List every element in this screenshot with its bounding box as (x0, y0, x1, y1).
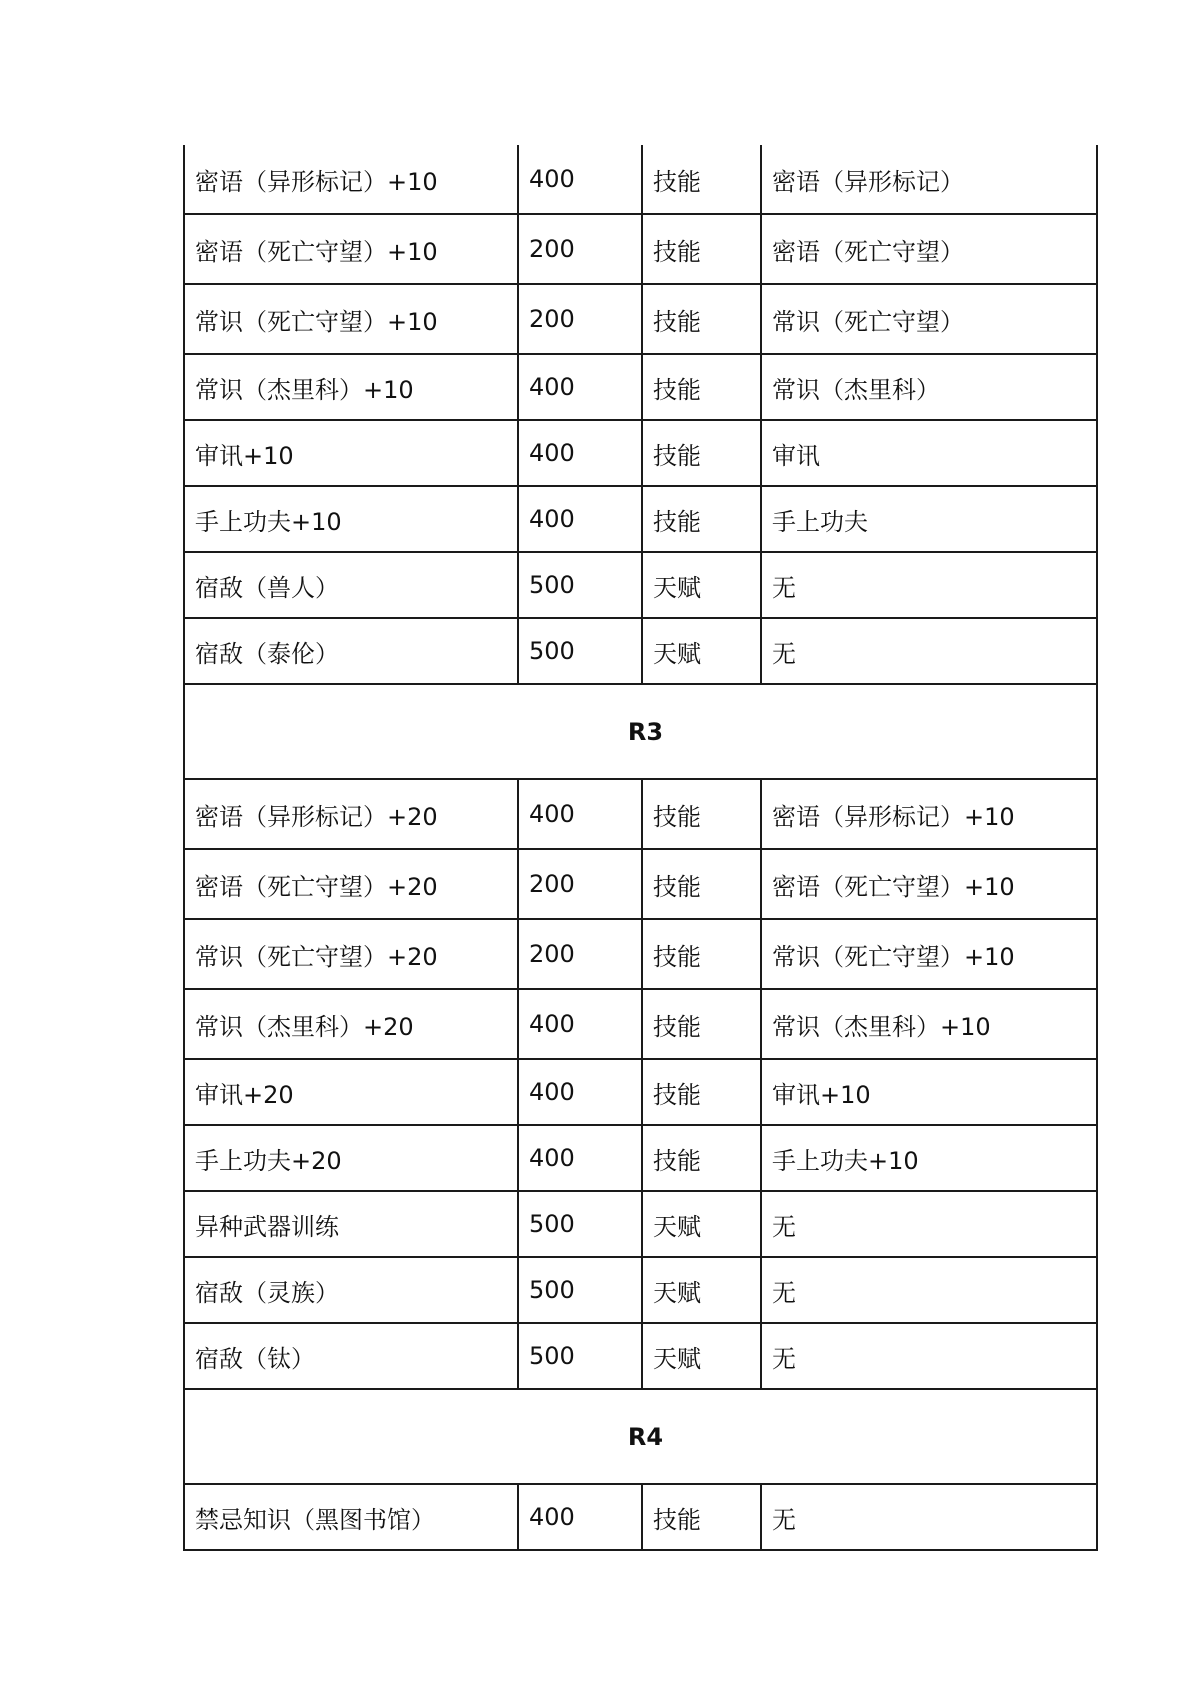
type-cell: 技能 (642, 1484, 761, 1550)
prereq-cell: 密语（死亡守望） (761, 214, 1097, 284)
advance-cell: 密语（异形标记）+20 (184, 779, 518, 849)
table-row (184, 1191, 1097, 1257)
cost-cell: 200 (518, 849, 642, 919)
section-title: R4 (184, 1389, 1097, 1484)
type-cell: 天赋 (642, 552, 761, 618)
prereq-cell: 密语（异形标记）+10 (761, 779, 1097, 849)
table-row (184, 989, 1097, 1059)
type-cell: 技能 (642, 354, 761, 420)
cost-cell: 500 (518, 1257, 642, 1323)
advance-cell: 审讯+10 (184, 420, 518, 486)
type-cell: 技能 (642, 284, 761, 354)
advance-cell: 常识（死亡守望）+10 (184, 284, 518, 354)
table-row (184, 1125, 1097, 1191)
table-row (184, 552, 1097, 618)
cost-cell: 400 (518, 354, 642, 420)
prereq-cell: 常识（死亡守望）+10 (761, 919, 1097, 989)
cost-cell: 500 (518, 618, 642, 684)
advance-cell: 审讯+20 (184, 1059, 518, 1125)
advance-cell: 手上功夫+20 (184, 1125, 518, 1191)
prereq-cell: 密语（异形标记） (761, 145, 1097, 214)
table-row (184, 214, 1097, 284)
prereq-cell: 常识（杰里科）+10 (761, 989, 1097, 1059)
advance-cell: 手上功夫+10 (184, 486, 518, 552)
type-cell: 技能 (642, 989, 761, 1059)
cost-cell: 400 (518, 989, 642, 1059)
table-row (184, 618, 1097, 684)
table-row (184, 779, 1097, 849)
type-cell: 技能 (642, 486, 761, 552)
prereq-cell: 手上功夫+10 (761, 1125, 1097, 1191)
prereq-cell: 无 (761, 1323, 1097, 1389)
table-row (184, 420, 1097, 486)
table-row (184, 1323, 1097, 1389)
type-cell: 技能 (642, 1059, 761, 1125)
advance-cell: 常识（杰里科）+10 (184, 354, 518, 420)
table-row (184, 1257, 1097, 1323)
section-header-row (184, 684, 1097, 779)
prereq-cell: 手上功夫 (761, 486, 1097, 552)
cost-cell: 500 (518, 1323, 642, 1389)
prereq-cell: 审讯+10 (761, 1059, 1097, 1125)
cost-cell: 400 (518, 1125, 642, 1191)
prereq-cell: 常识（死亡守望） (761, 284, 1097, 354)
advance-cell: 宿敌（灵族） (184, 1257, 518, 1323)
advance-cell: 常识（杰里科）+20 (184, 989, 518, 1059)
cost-cell: 200 (518, 214, 642, 284)
advance-cell: 常识（死亡守望）+20 (184, 919, 518, 989)
type-cell: 天赋 (642, 618, 761, 684)
table-row (184, 919, 1097, 989)
type-cell: 技能 (642, 145, 761, 214)
advance-cell: 禁忌知识（黑图书馆） (184, 1484, 518, 1550)
cost-cell: 400 (518, 1484, 642, 1550)
type-cell: 技能 (642, 919, 761, 989)
prereq-cell: 审讯 (761, 420, 1097, 486)
advance-cell: 密语（异形标记）+10 (184, 145, 518, 214)
advance-cell: 密语（死亡守望）+10 (184, 214, 518, 284)
type-cell: 天赋 (642, 1323, 761, 1389)
prereq-cell: 密语（死亡守望）+10 (761, 849, 1097, 919)
table-row (184, 486, 1097, 552)
table-row (184, 284, 1097, 354)
type-cell: 天赋 (642, 1257, 761, 1323)
prereq-cell: 无 (761, 1191, 1097, 1257)
prereq-cell: 无 (761, 1257, 1097, 1323)
cost-cell: 500 (518, 552, 642, 618)
section-header-row (184, 1389, 1097, 1484)
table-row (184, 849, 1097, 919)
advance-cell: 宿敌（钛） (184, 1323, 518, 1389)
section-title: R3 (184, 684, 1097, 779)
cost-cell: 500 (518, 1191, 642, 1257)
cost-cell: 400 (518, 420, 642, 486)
prereq-cell: 常识（杰里科） (761, 354, 1097, 420)
type-cell: 技能 (642, 779, 761, 849)
cost-cell: 400 (518, 1059, 642, 1125)
cost-cell: 400 (518, 779, 642, 849)
prereq-cell: 无 (761, 1484, 1097, 1550)
advance-cell: 异种武器训练 (184, 1191, 518, 1257)
prereq-cell: 无 (761, 618, 1097, 684)
cost-cell: 200 (518, 919, 642, 989)
prereq-cell: 无 (761, 552, 1097, 618)
type-cell: 技能 (642, 420, 761, 486)
advance-cell: 宿敌（兽人） (184, 552, 518, 618)
type-cell: 技能 (642, 849, 761, 919)
table-row (184, 1484, 1097, 1550)
type-cell: 天赋 (642, 1191, 761, 1257)
advances-table (183, 145, 1098, 1551)
type-cell: 技能 (642, 214, 761, 284)
table-row (184, 1059, 1097, 1125)
type-cell: 技能 (642, 1125, 761, 1191)
table-row (184, 354, 1097, 420)
cost-cell: 400 (518, 486, 642, 552)
cost-cell: 400 (518, 145, 642, 214)
cost-cell: 200 (518, 284, 642, 354)
table-row (184, 145, 1097, 214)
advance-cell: 密语（死亡守望）+20 (184, 849, 518, 919)
advance-cell: 宿敌（泰伦） (184, 618, 518, 684)
